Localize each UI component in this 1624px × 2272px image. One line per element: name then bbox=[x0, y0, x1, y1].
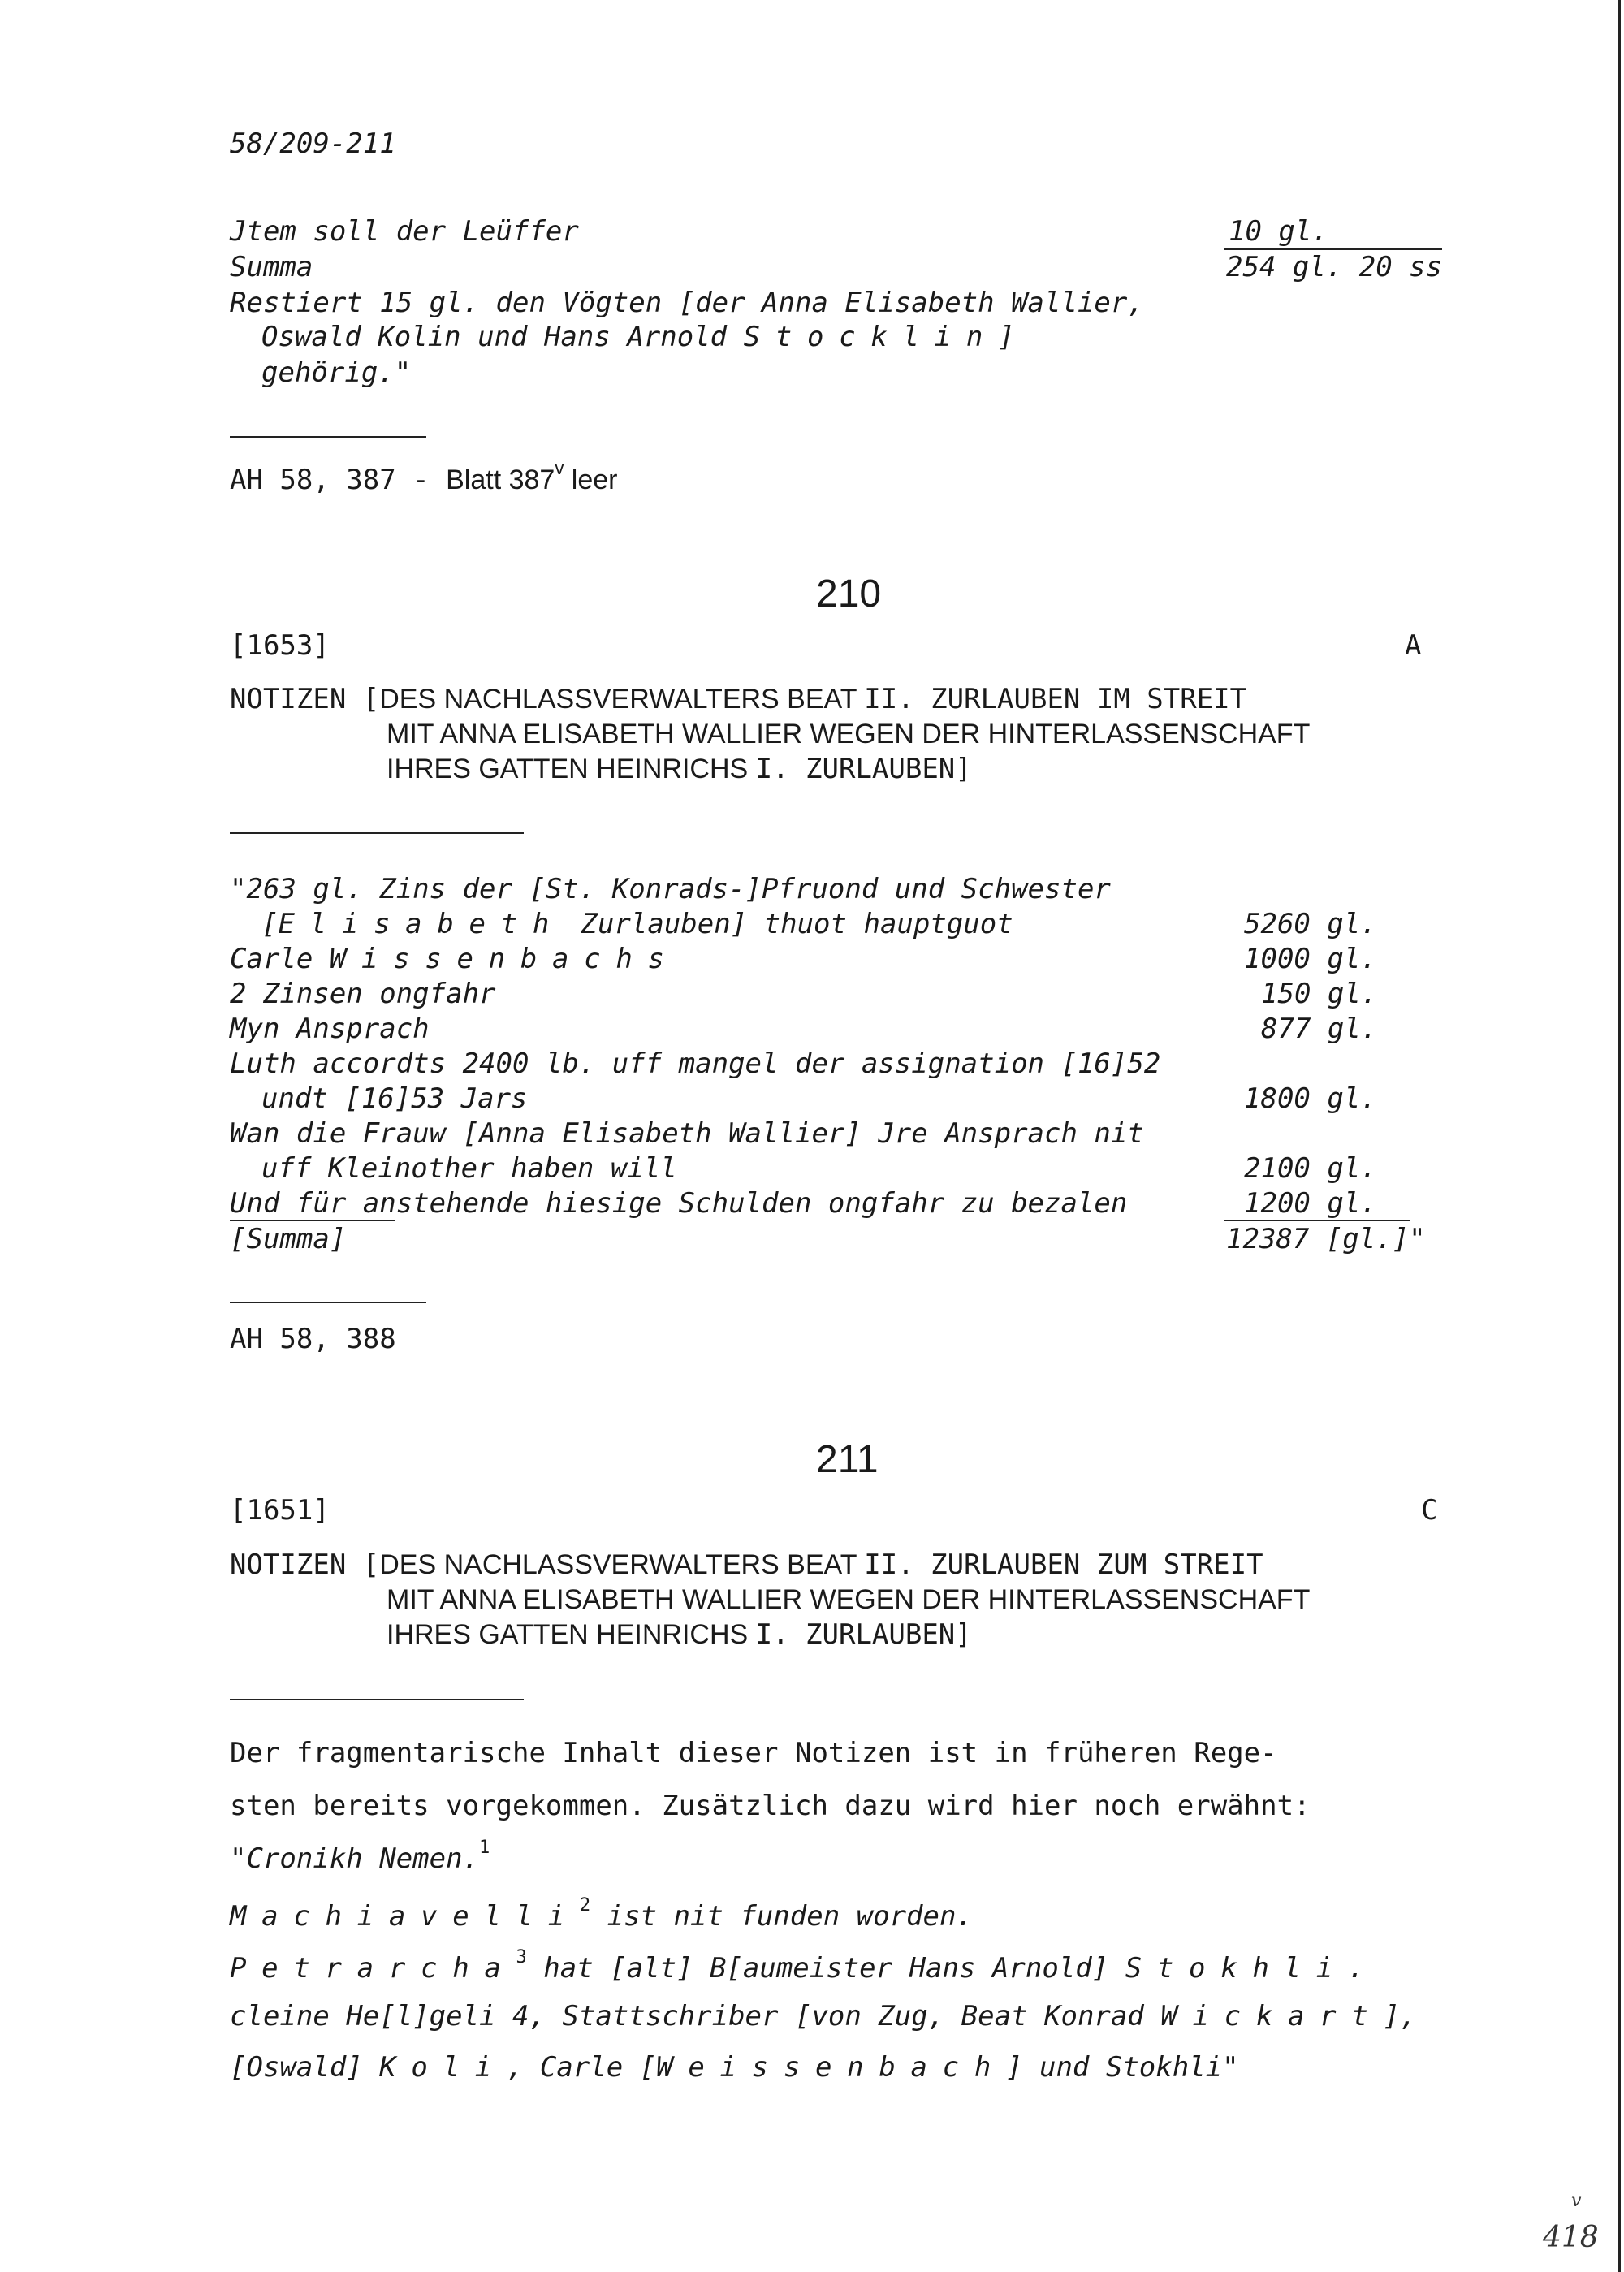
sum-rule bbox=[1224, 1220, 1410, 1221]
archive-reference: AH 58, 388 bbox=[230, 1323, 396, 1355]
regest-title: IHRES GATTEN HEINRICHS I. ZURLAUBEN] bbox=[387, 1618, 972, 1651]
account-text: "263 gl. Zins der [St. Konrads-]Pfruond und Schwester bbox=[230, 873, 1111, 905]
account-text: [Summa] bbox=[230, 1223, 347, 1255]
account-amount: 5260 gl. bbox=[1244, 908, 1377, 940]
regest-title: NOTIZEN [DES NACHLASSVERWALTERS BEAT II. ZURLAUBEN ZUM STREIT bbox=[230, 1549, 1263, 1581]
regest-title: IHRES GATTEN HEINRICHS I. ZURLAUBEN] bbox=[387, 753, 972, 785]
account-text: Und für anstehende hiesige Schulden ongfahr zu bezalen bbox=[230, 1187, 1128, 1220]
page-reference: 58/209-211 bbox=[230, 127, 396, 160]
account-text: undt [16]53 Jars bbox=[261, 1082, 528, 1115]
regest-date: [1653] bbox=[230, 629, 330, 662]
account-amount: 1200 gl. bbox=[1244, 1187, 1377, 1220]
account-text: [Elisabeth Zurlauben] thuot hauptguot bbox=[261, 908, 1013, 940]
entry-amount: 254 gl. 20 ss bbox=[1226, 251, 1443, 283]
regest-title: MIT ANNA ELISABETH WALLIER WEGEN DER HINTERLASSENSCHAFT bbox=[387, 719, 1311, 749]
account-text: Myn Ansprach bbox=[230, 1013, 430, 1045]
account-amount: 2100 gl. bbox=[1244, 1152, 1377, 1185]
separator-rule bbox=[230, 832, 524, 834]
entry-text: Jtem soll der Leüffer bbox=[230, 215, 579, 248]
account-text: Wan die Frauw [Anna Elisabeth Wallier] Jre Ansprach nit bbox=[230, 1117, 1144, 1150]
regest-title: NOTIZEN [DES NACHLASSVERWALTERS BEAT II. ZURLAUBEN IM STREIT bbox=[230, 683, 1247, 715]
account-amount: 12387 [gl.]" bbox=[1226, 1223, 1426, 1255]
page-edge bbox=[1618, 0, 1621, 2272]
quote-line: Petrarcha$^3$ hat [alt] B[aumeister Hans Arnold] Stokhli. bbox=[230, 1947, 1380, 1985]
quote-line: Machiavelli$^2$ ist nit funden worden. bbox=[230, 1895, 973, 1933]
separator-rule bbox=[230, 1699, 524, 1700]
separator-rule bbox=[230, 1302, 426, 1303]
quote-line: "Cronikh Nemen.$^1$ bbox=[230, 1838, 490, 1875]
quote-line: cleine He[l]geli 4, Stattschriber [von Zug, Beat Konrad Wickart], bbox=[230, 2000, 1417, 2032]
quote-line: [Oswald] Koli, Carle [Weissenbach] und Stokhli" bbox=[230, 2051, 1239, 2084]
sum-rule bbox=[230, 1220, 395, 1221]
separator-rule bbox=[230, 436, 426, 438]
account-text: Luth accordts 2400 lb. uff mangel der assignation [16]52 bbox=[230, 1047, 1161, 1080]
body-text: Der fragmentarische Inhalt dieser Notizen ist in früheren Rege- bbox=[230, 1737, 1277, 1769]
account-text: uff Kleinother haben will bbox=[261, 1152, 677, 1185]
body-text: sten bereits vorgekommen. Zusätzlich dazu wird hier noch erwähnt: bbox=[230, 1790, 1311, 1822]
regest-number: 211 bbox=[816, 1438, 879, 1481]
regest-letter: A bbox=[1405, 629, 1422, 662]
account-amount: 877 gl. bbox=[1261, 1013, 1378, 1045]
account-amount: 1800 gl. bbox=[1244, 1082, 1377, 1115]
entry-text: Oswald Kolin und Hans Arnold Stocklin] bbox=[261, 321, 1015, 353]
regest-date: [1651] bbox=[230, 1494, 330, 1527]
sum-rule bbox=[1224, 248, 1442, 250]
account-amount: 150 gl. bbox=[1261, 978, 1378, 1010]
entry-text: Summa bbox=[230, 251, 313, 283]
account-text: 2 Zinsen ongfahr bbox=[230, 978, 496, 1010]
handwritten-page-number: 418 bbox=[1543, 2221, 1599, 2254]
regest-title: MIT ANNA ELISABETH WALLIER WEGEN DER HINTERLASSENSCHAFT bbox=[387, 1584, 1311, 1615]
entry-text: Restiert 15 gl. den Vögten [der Anna Elisabeth Wallier, bbox=[230, 287, 1144, 319]
regest-letter: C bbox=[1421, 1494, 1438, 1527]
check-mark: v bbox=[1571, 2191, 1582, 2211]
entry-amount: 10 gl. bbox=[1229, 215, 1328, 248]
archive-reference: AH 58, 387 - Blatt 387$^v$ leer bbox=[230, 458, 618, 496]
account-amount: 1000 gl. bbox=[1244, 943, 1377, 975]
account-text: Carle Wissenbachs bbox=[230, 943, 680, 975]
entry-text: gehörig." bbox=[261, 356, 412, 389]
regest-number: 210 bbox=[816, 572, 882, 616]
